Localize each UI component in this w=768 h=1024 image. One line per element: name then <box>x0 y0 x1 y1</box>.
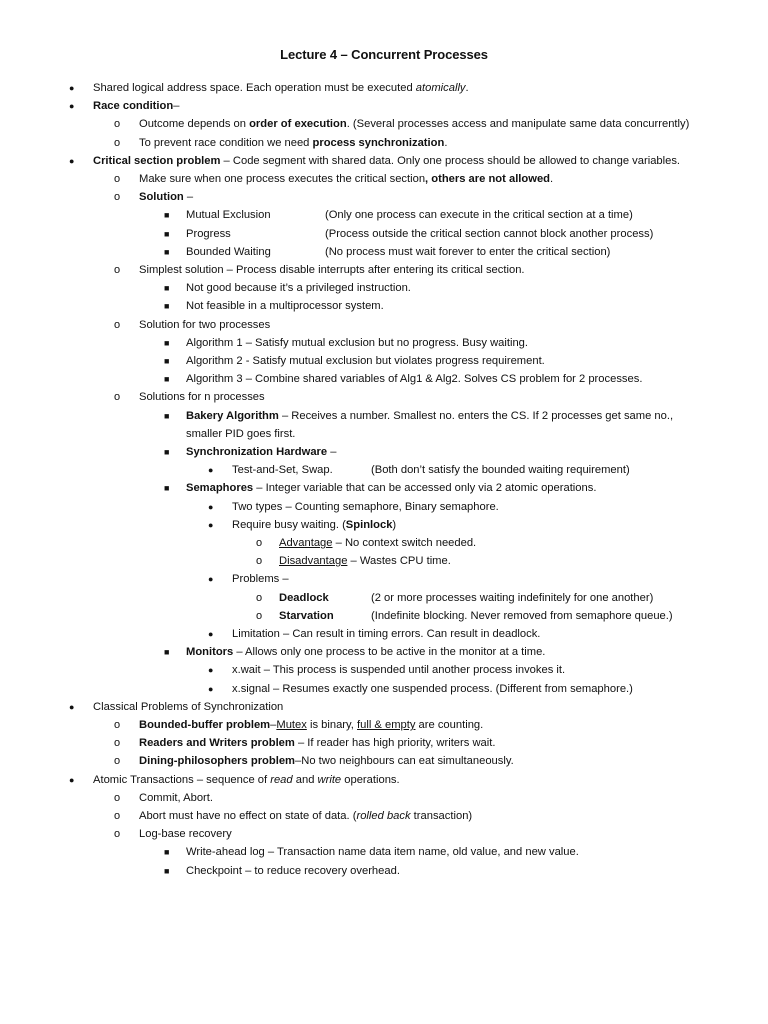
sub-bullet-circle: o <box>114 791 121 804</box>
list-item <box>114 134 448 152</box>
list-item-text <box>139 191 193 203</box>
text-run: Monitors <box>186 646 234 659</box>
text-run: read <box>270 773 293 786</box>
list-item-text <box>139 391 265 403</box>
text-run: x.signal – Resumes exactly one suspended process. (Different from semaphore.) <box>232 682 633 695</box>
sub-bullet-circle: o <box>114 755 121 768</box>
text-run: ) <box>392 518 397 531</box>
bullet-dot-level4: ● <box>208 501 214 512</box>
list-item <box>208 570 289 588</box>
text-run: – Allows only one process to be active in the monitor at a time. <box>233 646 546 659</box>
list-item-text <box>279 537 476 549</box>
text-run: operations. <box>341 773 400 786</box>
list-item-text <box>139 828 232 840</box>
list-item-text <box>139 118 689 130</box>
list-item-text <box>186 410 673 422</box>
text-run: Bounded-buffer problem <box>139 719 271 731</box>
sub-bullet-circle-level5: o <box>256 537 263 549</box>
list-item-text <box>186 228 231 240</box>
sub-sub-bullet-square: ■ <box>164 374 170 385</box>
sub-bullet-circle: o <box>114 118 121 131</box>
sub-bullet-circle: o <box>114 719 121 731</box>
text-run: Mutual Exclusion <box>186 209 271 222</box>
list-item <box>208 680 633 698</box>
sub-sub-bullet-square: ■ <box>164 228 170 239</box>
bullet-dot: ● <box>69 701 75 712</box>
sub-bullet-circle: o <box>114 318 121 331</box>
list-item-description <box>371 589 653 607</box>
list-item-text <box>139 792 213 804</box>
text-run: Dining-philosophers problem <box>139 755 296 768</box>
list-item-text <box>93 155 680 167</box>
list-item <box>164 297 384 315</box>
sub-sub-bullet-square: ■ <box>164 301 170 312</box>
text-run: Algorithm 2 - Satisfy mutual exclusion but violates progress requirement. <box>186 355 545 367</box>
text-run: order of execution <box>249 118 347 131</box>
text-run: Checkpoint – to reduce recovery overhead. <box>186 864 400 877</box>
list-item-description <box>325 225 653 243</box>
list-item <box>69 771 400 789</box>
list-item <box>114 825 232 843</box>
list-item <box>69 97 180 115</box>
list-item <box>114 188 194 206</box>
text-run: are counting. <box>415 719 484 731</box>
sub-sub-bullet-square: ■ <box>164 847 170 858</box>
list-item-text <box>279 610 334 622</box>
list-item-description <box>325 243 610 261</box>
text-run: Advantage <box>279 537 333 549</box>
list-item-text <box>186 646 545 658</box>
text-run: (Both don’t satisfy the bounded waiting requirement) <box>371 464 630 477</box>
list-item-description <box>371 607 673 625</box>
text-run: Test-and-Set, Swap. <box>232 464 333 477</box>
text-run: Deadlock <box>279 591 329 604</box>
text-run: – Code segment with shared data. Only one process should be allowed to change variables. <box>220 154 681 167</box>
list-item-text <box>139 173 553 185</box>
text-run: x.wait – This process is suspended until another process invokes it. <box>232 664 566 677</box>
list-item <box>256 589 654 607</box>
list-item-text <box>186 246 271 258</box>
text-run: Solutions for n processes <box>139 391 265 404</box>
list-item-text <box>232 683 633 695</box>
text-run: Simplest solution – Process disable interrupts after entering its critical section. <box>139 264 525 276</box>
sub-bullet-circle: o <box>114 810 121 822</box>
list-item-text <box>93 100 179 112</box>
list-item <box>164 643 546 661</box>
text-run: and <box>292 773 318 786</box>
list-item <box>208 625 541 643</box>
text-run: . <box>550 173 554 185</box>
text-run: (Indefinite blocking. Never removed from semaphore queue.) <box>371 609 673 622</box>
text-run: Algorithm 3 – Combine shared variables of Alg1 & Alg2. Solves CS problem for 2 processes. <box>186 373 643 386</box>
list-item <box>114 316 271 334</box>
list-item-text <box>232 573 289 585</box>
text-run: Not good because it’s a privileged instruction. <box>186 282 411 295</box>
sub-sub-bullet-square: ■ <box>164 356 170 366</box>
sub-sub-bullet-square: ■ <box>164 647 170 658</box>
text-run: Commit, Abort. <box>139 791 213 804</box>
list-item-text <box>232 628 540 640</box>
bullet-dot-level4: ● <box>208 683 214 694</box>
sub-sub-bullet-square: ■ <box>164 865 170 876</box>
list-item-text <box>232 501 499 513</box>
text-run: Atomic Transactions – sequence of <box>93 773 271 786</box>
list-item-text <box>139 719 483 731</box>
list-item-text <box>139 264 525 276</box>
text-run: . <box>444 136 448 149</box>
text-run: Classical Problems of Synchronization <box>93 700 284 713</box>
list-item <box>164 206 633 224</box>
list-item <box>164 279 411 297</box>
text-run: Starvation <box>279 609 334 622</box>
sub-sub-bullet-square: ■ <box>164 337 170 348</box>
sub-sub-bullet-square: ■ <box>164 483 170 494</box>
list-item-description <box>371 461 630 479</box>
text-run: Outcome depends on <box>139 118 250 131</box>
bullet-dot: ● <box>69 83 75 93</box>
list-item <box>114 807 473 825</box>
list-item-text <box>186 282 411 294</box>
page-title: Lecture 4 – Concurrent Processes <box>280 47 488 62</box>
list-item <box>114 115 690 133</box>
list-item <box>208 498 499 516</box>
text-run: (2 or more processes waiting indefinitely for one another) <box>371 591 654 604</box>
sub-sub-bullet-square: ■ <box>164 447 170 457</box>
list-item <box>164 407 674 425</box>
list-item-text <box>186 846 579 858</box>
list-item-text <box>139 737 495 749</box>
list-item-text <box>186 482 596 494</box>
text-run: process synchronization <box>312 136 445 149</box>
bullet-dot-level4: ● <box>208 465 214 476</box>
text-run: Progress <box>186 227 231 240</box>
sub-bullet-circle-level5: o <box>256 555 263 568</box>
sub-sub-bullet-square: ■ <box>164 210 170 221</box>
list-item-text <box>186 373 642 385</box>
text-run: Algorithm 1 – Satisfy mutual exclusion but no progress. Busy waiting. <box>186 336 529 349</box>
list-item <box>164 225 654 243</box>
text-run: Shared logical address space. Each operation must be executed <box>93 82 416 94</box>
text-run: Log-base recovery <box>139 828 232 841</box>
text-run: Critical section problem <box>93 154 221 167</box>
list-item-text <box>186 337 528 349</box>
text-run: Race condition <box>93 100 174 113</box>
list-item-text <box>232 519 396 531</box>
text-run: full & empty <box>357 719 416 731</box>
list-item-text <box>139 810 472 822</box>
text-run: Require busy waiting. ( <box>232 518 346 531</box>
list-item <box>69 152 681 170</box>
sub-sub-bullet-square: ■ <box>164 283 170 294</box>
text-run: smaller PID goes first. <box>186 427 296 440</box>
sub-bullet-circle: o <box>114 173 121 185</box>
list-item <box>164 479 597 497</box>
list-item-text <box>232 464 333 476</box>
text-run: Write-ahead log – Transaction name data item name, old value, and new value. <box>186 846 579 859</box>
list-item <box>256 607 673 625</box>
sub-bullet-circle: o <box>114 737 121 750</box>
text-run: Bounded Waiting <box>186 245 271 258</box>
text-run: – <box>173 100 180 113</box>
text-run: Make sure when one process executes the critical section <box>139 173 426 185</box>
list-item <box>164 443 337 461</box>
text-run: transaction) <box>410 810 473 822</box>
list-item-text <box>186 209 271 221</box>
list-item <box>114 789 213 807</box>
text-run: Bakery Algorithm <box>186 409 279 422</box>
list-item <box>164 843 579 861</box>
list-item-text <box>279 555 451 567</box>
text-run: Limitation – Can result in timing errors. Can result in deadlock. <box>232 628 541 640</box>
bullet-dot-level4: ● <box>208 665 214 676</box>
bullet-dot-level4: ● <box>208 629 214 639</box>
list-item-text <box>139 319 270 331</box>
list-item-description <box>325 206 633 224</box>
text-run: is binary, <box>306 719 357 731</box>
list-item <box>114 734 496 752</box>
list-item-text <box>93 701 283 713</box>
text-run: . <box>465 82 469 94</box>
list-item <box>114 388 265 406</box>
list-item <box>256 534 477 552</box>
sub-bullet-circle: o <box>114 264 121 276</box>
text-run: Problems – <box>232 573 289 586</box>
text-run: Abort must have no effect on state of data. ( <box>139 810 357 822</box>
list-item-text <box>186 428 295 440</box>
bullet-dot: ● <box>69 155 75 166</box>
sub-sub-bullet-square: ■ <box>164 246 170 257</box>
sub-bullet-circle-level5: o <box>256 609 263 622</box>
text-run: (Process outside the critical section cannot block another process) <box>325 227 654 240</box>
text-run: Readers and Writers problem <box>139 737 295 750</box>
text-run: Semaphores <box>186 482 254 495</box>
sub-sub-bullet-square: ■ <box>164 410 170 421</box>
text-run: Solution for two processes <box>139 318 271 331</box>
list-item <box>69 79 469 97</box>
bullet-dot: ● <box>69 101 75 112</box>
text-run: – <box>183 191 194 204</box>
text-run: – <box>270 719 277 731</box>
list-item-text <box>232 664 565 676</box>
list-item-text <box>186 355 545 367</box>
list-item <box>256 552 451 570</box>
sub-bullet-circle: o <box>114 191 121 204</box>
text-run: – Receives a number. Smallest no. enters the CS. If 2 processes get same no., <box>278 409 674 422</box>
list-item-text <box>139 755 514 767</box>
list-item-text <box>93 774 400 786</box>
text-run: . (Several processes access and manipulate same data concurrently) <box>346 118 690 131</box>
bullet-dot-level4: ● <box>208 574 214 585</box>
sub-bullet-circle: o <box>114 828 121 841</box>
text-run: – <box>327 446 337 458</box>
text-run: Disadvantage <box>279 555 348 568</box>
sub-bullet-circle: o <box>114 136 121 149</box>
list-item <box>186 425 295 443</box>
text-run: – Wastes CPU time. <box>347 555 451 568</box>
text-run: rolled back <box>356 810 411 822</box>
text-run: (No process must wait forever to enter the critical section) <box>325 245 611 258</box>
list-item-text <box>186 300 384 312</box>
list-item <box>208 461 630 479</box>
list-item <box>69 698 284 716</box>
list-item <box>114 752 514 770</box>
text-run: Solution <box>139 191 184 204</box>
list-item-text <box>186 446 336 458</box>
text-run: Spinlock <box>345 518 393 531</box>
list-item <box>164 334 529 352</box>
list-item <box>208 516 397 534</box>
bullet-dot-level4: ● <box>208 519 214 530</box>
list-item <box>114 716 484 734</box>
text-run: (Only one process can execute in the critical section at a time) <box>325 209 633 222</box>
text-run: – Integer variable that can be accessed only via 2 atomic operations. <box>253 482 597 495</box>
text-run: Synchronization Hardware <box>186 446 328 458</box>
text-run: atomically <box>415 82 466 94</box>
list-item <box>114 261 525 279</box>
list-item-text <box>186 865 400 877</box>
text-run: – No context switch needed. <box>332 537 477 549</box>
text-run: –No two neighbours can eat simultaneously. <box>295 755 514 768</box>
text-run: To prevent race condition we need <box>139 136 313 149</box>
list-item <box>114 170 554 188</box>
list-item <box>164 243 611 261</box>
text-run: Two types – Counting semaphore, Binary semaphore. <box>232 500 499 513</box>
text-run: – If reader has high priority, writers wait. <box>294 737 496 750</box>
sub-bullet-circle: o <box>114 391 121 404</box>
bullet-dot: ● <box>69 774 75 785</box>
list-item-text <box>279 592 329 604</box>
list-item <box>164 862 400 880</box>
text-run: , others are not allowed <box>425 173 550 185</box>
list-item <box>208 661 566 679</box>
sub-bullet-circle-level5: o <box>256 591 263 604</box>
list-item-text <box>139 137 447 149</box>
list-item <box>164 352 545 370</box>
text-run: Mutex <box>276 719 307 731</box>
list-item <box>164 370 643 388</box>
text-run: Not feasible in a multiprocessor system. <box>186 300 384 313</box>
text-run: write <box>317 773 342 786</box>
list-item-text <box>93 82 469 94</box>
